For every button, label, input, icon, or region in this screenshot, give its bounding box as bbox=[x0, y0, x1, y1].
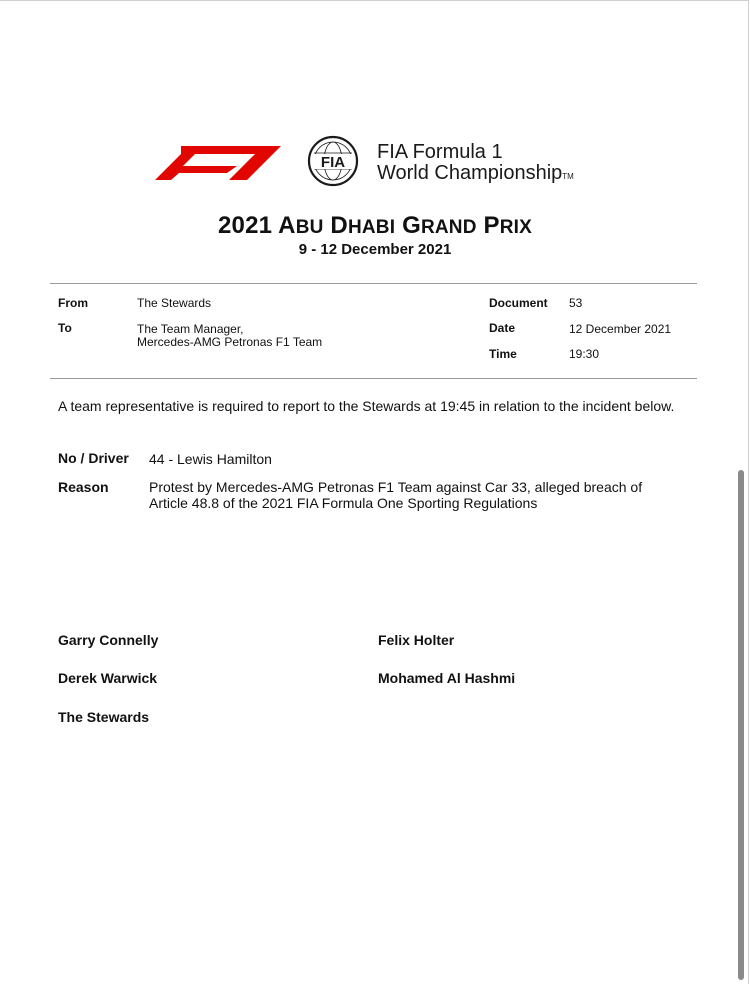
intro-text: A team representative is required to report to the Stewards at 19:45 in relation to the incident below. bbox=[58, 398, 675, 414]
fia-wordmark bbox=[377, 142, 574, 187]
top-border bbox=[0, 0, 748, 1]
title-bu: BU bbox=[295, 217, 324, 238]
signature-the-stewards: The Stewards bbox=[58, 709, 150, 725]
to-label: To bbox=[58, 321, 72, 335]
scrollbar[interactable] bbox=[738, 470, 744, 980]
fia-badge-text: FIA bbox=[320, 154, 346, 171]
event-dates: 9 - 12 December 2021 bbox=[298, 241, 452, 258]
time-value: 19:30 bbox=[569, 347, 600, 361]
title-g: G bbox=[402, 212, 421, 239]
date-value: 12 December 2021 bbox=[569, 322, 672, 336]
title-year: 2021 bbox=[217, 212, 273, 239]
date-label: Date bbox=[489, 321, 516, 335]
divider-bottom bbox=[50, 378, 697, 379]
signature-mohamed-al-hashmi: Mohamed Al Hashmi bbox=[378, 670, 516, 686]
title-rand: RAND bbox=[420, 217, 477, 238]
title-habi: HABI bbox=[347, 217, 396, 238]
signature-derek-warwick: Derek Warwick bbox=[58, 670, 158, 686]
divider-top bbox=[50, 283, 697, 284]
to-value-line2: Mercedes-AMG Petronas F1 Team bbox=[137, 335, 323, 349]
logo-line1: FIA Formula 1 bbox=[377, 141, 503, 163]
reason-line2: Article 48.8 of the 2021 FIA Formula One Sporting Regulations bbox=[149, 495, 538, 511]
reason-label: Reason bbox=[58, 479, 109, 495]
from-value: The Stewards bbox=[137, 296, 212, 310]
to-value-line1: The Team Manager, bbox=[137, 322, 244, 336]
title-rix: RIX bbox=[499, 217, 533, 238]
from-label: From bbox=[58, 296, 88, 310]
f1-logo-icon bbox=[155, 132, 375, 188]
driver-label: No / Driver bbox=[58, 450, 129, 466]
title-a: A bbox=[278, 212, 296, 239]
f1-lower-stroke bbox=[155, 150, 237, 180]
trademark: TM bbox=[562, 172, 574, 181]
f1-fia-logo bbox=[155, 132, 615, 188]
right-border bbox=[748, 0, 749, 984]
document-value: 53 bbox=[569, 296, 583, 310]
signature-garry-connelly: Garry Connelly bbox=[58, 632, 159, 648]
title-p: P bbox=[483, 212, 500, 239]
driver-value: 44 - Lewis Hamilton bbox=[149, 451, 272, 467]
title-d: D bbox=[330, 212, 348, 239]
reason-line1: Protest by Mercedes-AMG Petronas F1 Team against Car 33, alleged breach of bbox=[149, 479, 643, 495]
time-label: Time bbox=[489, 347, 517, 361]
logo-line2: World Championship bbox=[377, 162, 563, 184]
event-title bbox=[0, 212, 750, 240]
document-label: Document bbox=[489, 296, 548, 310]
signature-felix-holter: Felix Holter bbox=[378, 632, 455, 648]
logo-line2-wrap bbox=[377, 163, 574, 187]
